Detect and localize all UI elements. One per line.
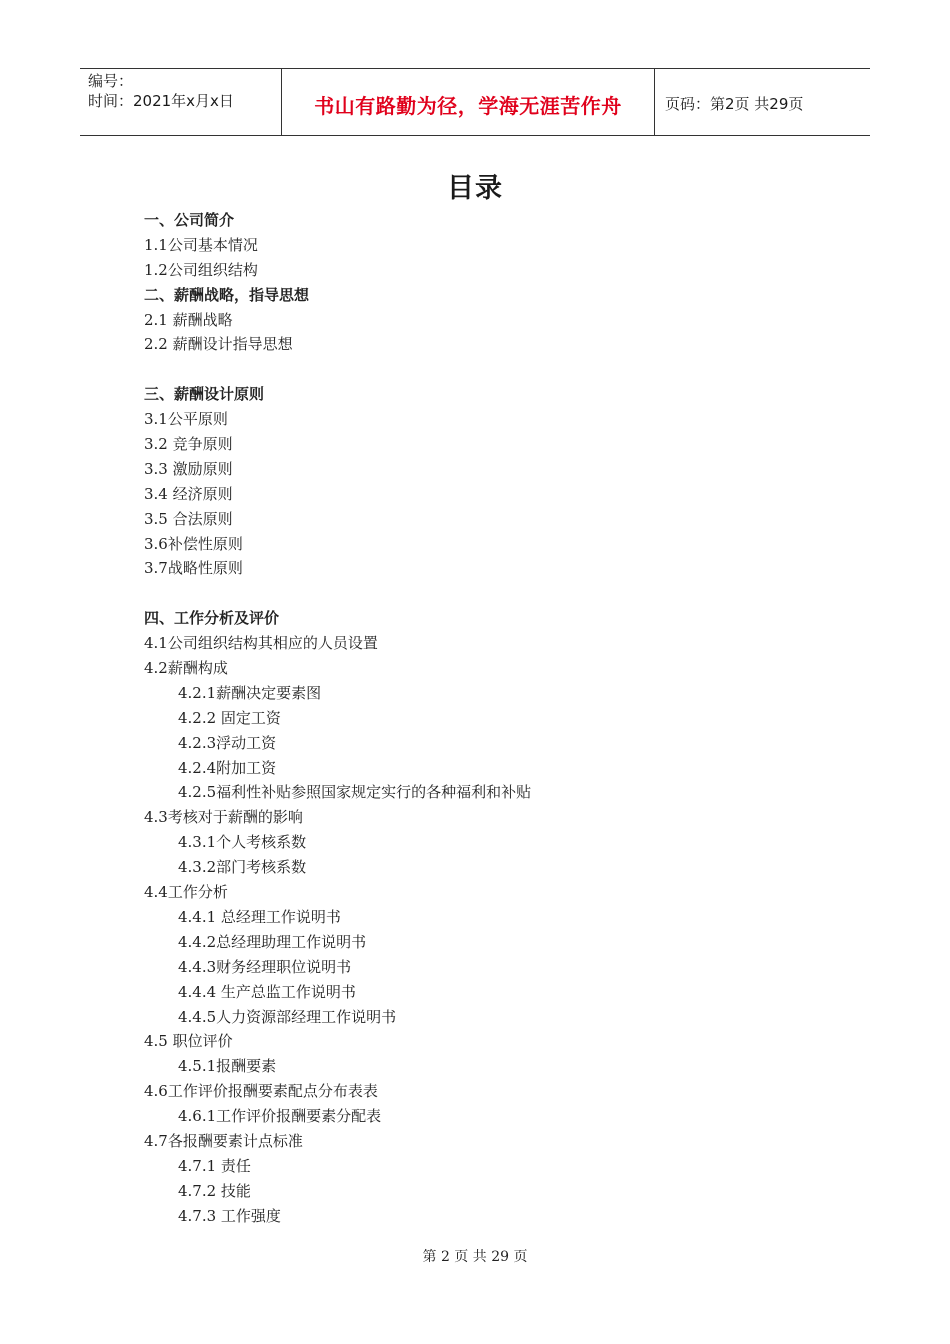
toc-entry[interactable]: 4.3.2部门考核系数	[178, 858, 307, 877]
toc-entry[interactable]: 4.2.1薪酬决定要素图	[178, 683, 322, 702]
toc-entry[interactable]: 4.2.2 固定工资	[178, 708, 281, 727]
toc-entry[interactable]: 4.6工作评价报酬要素配点分布表表	[144, 1082, 378, 1101]
header-number-label: 编号：	[88, 72, 134, 90]
toc-entry[interactable]: 4.4.5人力资源部经理工作说明书	[178, 1007, 397, 1026]
page-footer: 第 2 页 共 29 页	[422, 1249, 528, 1265]
toc-entry[interactable]: 4.5.1报酬要素	[178, 1057, 277, 1076]
toc-entry[interactable]: 1.2公司组织结构	[144, 260, 258, 279]
toc-entry[interactable]: 2.1 薪酬战略	[144, 310, 233, 329]
toc-entry[interactable]: 4.2.5福利性补贴参照国家规定实行的各种福利和补贴	[178, 783, 532, 802]
toc-entry[interactable]: 4.7.2 技能	[178, 1181, 251, 1200]
toc-entry[interactable]: 4.6.1工作评价报酬要素分配表	[178, 1107, 382, 1126]
document-title: 目录	[447, 173, 503, 204]
toc-entry[interactable]: 4.1公司组织结构其相应的人员设置	[144, 634, 378, 653]
toc-entry[interactable]: 4.7.1 责任	[178, 1156, 251, 1175]
header-page-info: 页码：第2页 共29页	[665, 94, 804, 113]
table-of-contents	[144, 208, 844, 1229]
header-time-label: 时间：2021年x月x日	[88, 92, 234, 110]
toc-entry[interactable]: 4.3考核对于薪酬的影响	[144, 808, 303, 827]
header-slogan: 书山有路勤为径，学海无涯苦作舟	[282, 69, 655, 135]
toc-entry[interactable]: 4.4.2总经理助理工作说明书	[178, 932, 367, 951]
toc-entry[interactable]: 3.4 经济原则	[144, 484, 233, 503]
toc-entry[interactable]: 4.4.3财务经理职位说明书	[178, 957, 352, 976]
toc-entry[interactable]: 3.1公平原则	[144, 410, 228, 429]
toc-entry[interactable]: 3.7战略性原则	[144, 559, 243, 578]
toc-entry[interactable]: 4.2薪酬构成	[144, 659, 228, 678]
toc-entry[interactable]: 1.1公司基本情况	[144, 235, 258, 254]
toc-entry[interactable]: 3.5 合法原则	[144, 509, 233, 528]
toc-entry[interactable]: 3.2 竞争原则	[144, 435, 233, 454]
toc-spacer	[144, 581, 844, 606]
header-meta	[80, 69, 282, 135]
toc-entry[interactable]: 4.5 职位评价	[144, 1032, 233, 1051]
toc-entry[interactable]: 2.2 薪酬设计指导思想	[144, 335, 293, 354]
toc-entry[interactable]: 4.2.3浮动工资	[178, 733, 277, 752]
toc-entry[interactable]: 二、薪酬战略，指导思想	[144, 285, 310, 304]
toc-entry[interactable]: 4.4.4 生产总监工作说明书	[178, 982, 356, 1001]
toc-entry[interactable]: 3.6补偿性原则	[144, 534, 243, 553]
page-header	[80, 68, 870, 136]
toc-entry[interactable]: 三、薪酬设计原则	[144, 385, 265, 404]
toc-entry[interactable]: 3.3 激励原则	[144, 459, 233, 478]
toc-entry[interactable]: 4.2.4附加工资	[178, 758, 277, 777]
toc-entry[interactable]: 一、公司简介	[144, 211, 235, 229]
toc-entry[interactable]: 四、工作分析及评价	[144, 609, 280, 628]
toc-entry[interactable]: 4.3.1个人考核系数	[178, 833, 307, 852]
toc-spacer	[144, 357, 844, 382]
toc-entry[interactable]: 4.7各报酬要素计点标准	[144, 1131, 303, 1150]
toc-entry[interactable]: 4.4工作分析	[144, 883, 228, 902]
toc-entry[interactable]: 4.4.1 总经理工作说明书	[178, 907, 341, 926]
toc-entry[interactable]: 4.7.3 工作强度	[178, 1206, 281, 1225]
